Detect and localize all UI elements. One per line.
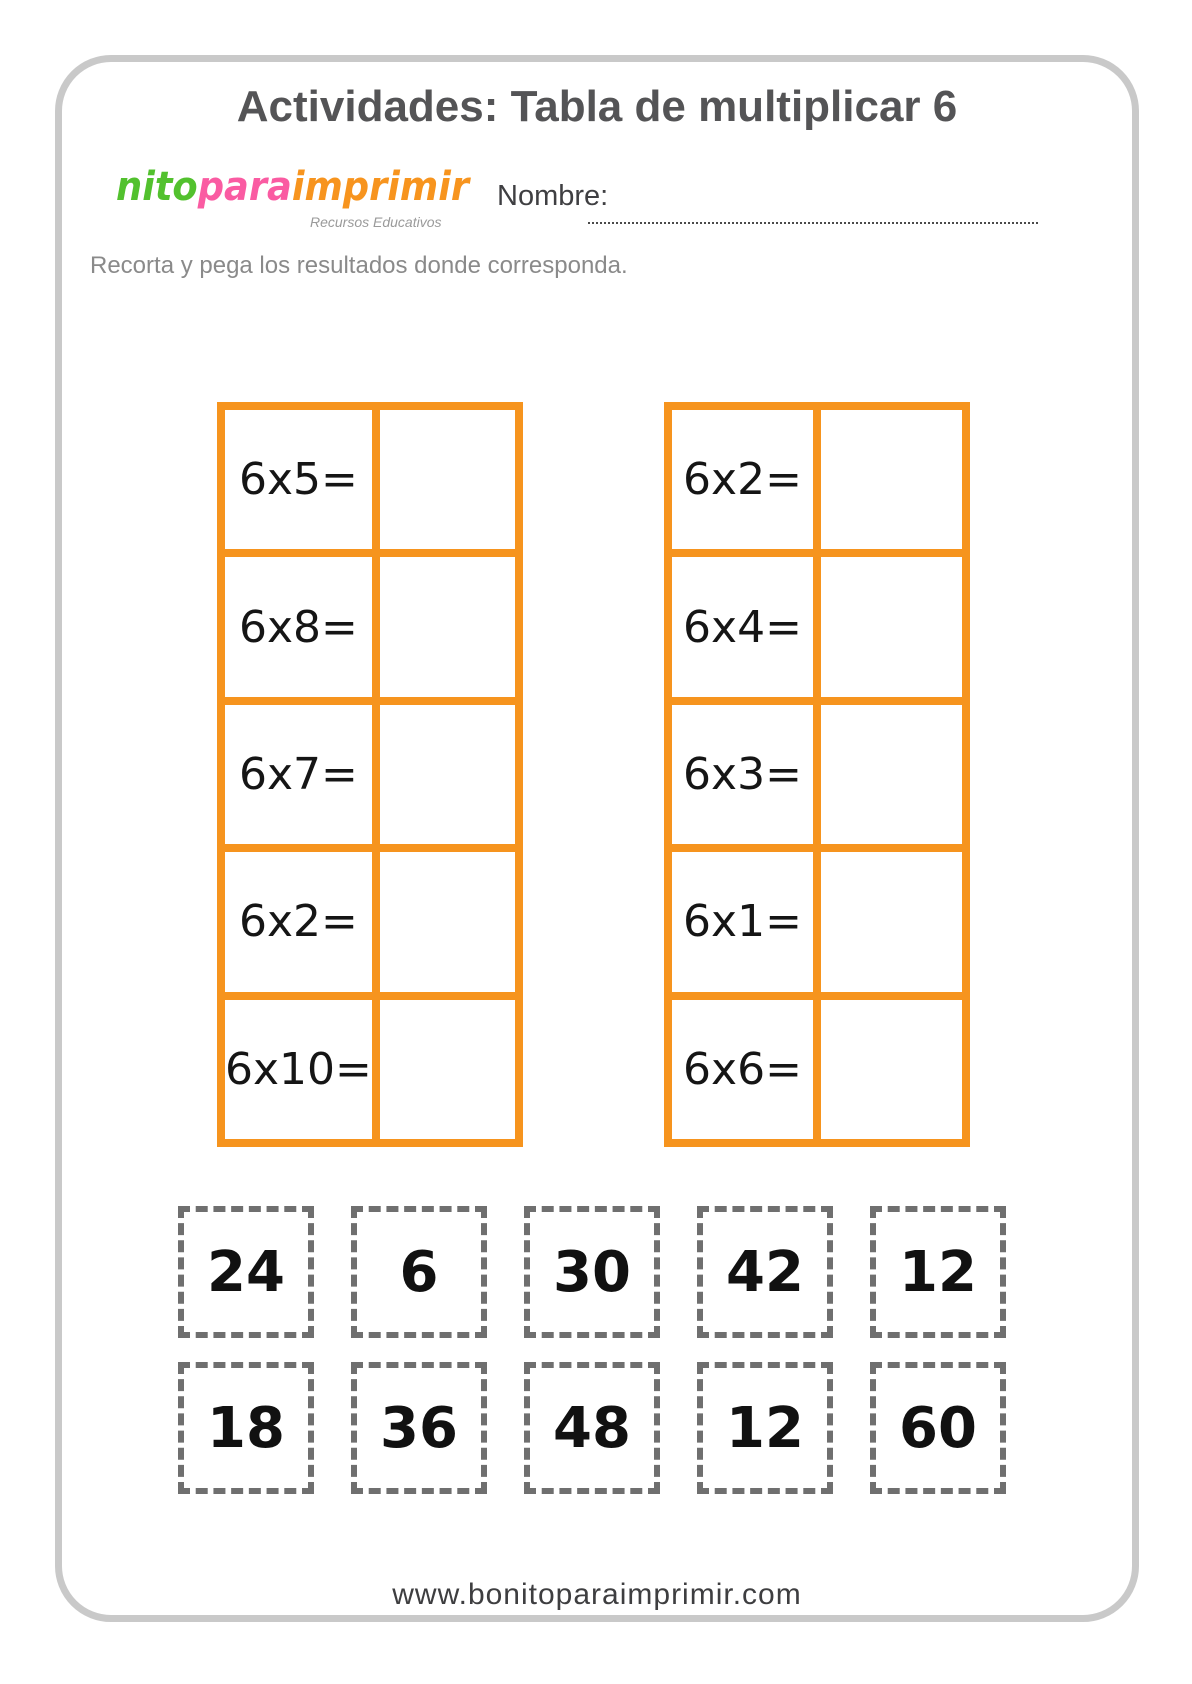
nitoparaimprimir-logo [116,164,469,210]
answer-cell-empty [376,553,519,700]
logo-tagline: Recursos Educativos [310,214,442,230]
multiplication-table-right [664,402,970,1147]
logo-part-para: para [197,164,292,210]
answer-cell-empty [376,848,519,995]
problem-cell: 6x10= [221,996,376,1143]
answer-card: 30 [524,1206,660,1338]
answer-cell-empty [817,406,966,553]
problem-cell: 6x2= [668,406,817,553]
instruction-text: Recorta y pega los resultados donde corresponda. [90,252,628,279]
problem-cell: 6x4= [668,553,817,700]
name-dotted-line [588,186,1038,224]
footer-website-url: www.bonitoparaimprimir.com [392,1578,802,1611]
answer-card: 6 [351,1206,487,1338]
answer-card: 24 [178,1206,314,1338]
answer-cell-empty [376,701,519,848]
answer-cell-empty [817,848,966,995]
answer-card: 60 [870,1362,1006,1494]
problem-cell: 6x6= [668,996,817,1143]
problem-cell: 6x7= [221,701,376,848]
answer-card: 12 [697,1362,833,1494]
multiplication-table-left [217,402,523,1147]
answer-cards-row-1 [178,1206,1006,1338]
answer-cell-empty [817,701,966,848]
problem-cell: 6x5= [221,406,376,553]
answer-card: 42 [697,1206,833,1338]
name-label: Nombre: [497,180,609,212]
answer-cards-row-2 [178,1362,1006,1494]
answer-card: 48 [524,1362,660,1494]
answer-card: 36 [351,1362,487,1494]
problem-cell: 6x2= [221,848,376,995]
page-title: Actividades: Tabla de multiplicar 6 [236,82,958,131]
logo-part-imprimir: imprimir [291,164,470,210]
answer-card: 12 [870,1206,1006,1338]
answer-cell-empty [376,406,519,553]
answer-cell-empty [817,553,966,700]
problem-cell: 6x1= [668,848,817,995]
problem-cell: 6x8= [221,553,376,700]
answer-card: 18 [178,1362,314,1494]
answer-cell-empty [817,996,966,1143]
answer-cell-empty [376,996,519,1143]
problem-cell: 6x3= [668,701,817,848]
logo-part-nito: nito [116,164,198,210]
